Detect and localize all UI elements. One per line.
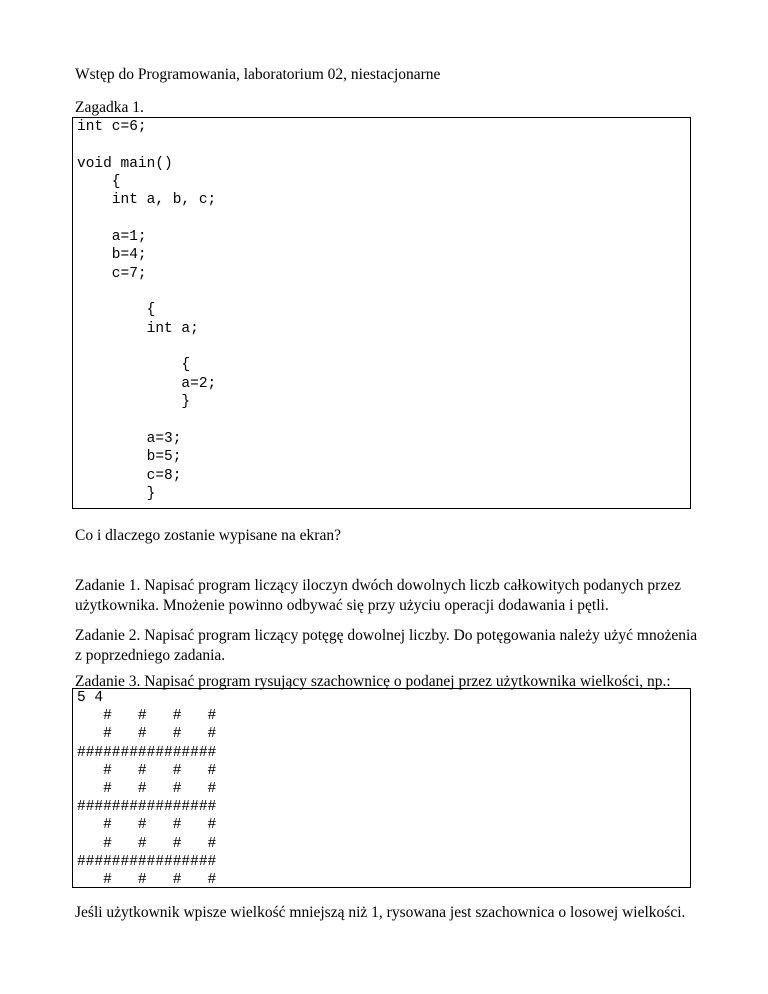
board-line: # # # # (77, 871, 217, 888)
board-line: # # # # (77, 708, 217, 725)
task3-line1: Zadanie 3. Napisać program rysujący szachownicę o podanej przez użytkownika wielkości, np.: (75, 673, 671, 690)
board-line: # # # # (77, 817, 217, 834)
code-line: a=2; (77, 375, 217, 392)
task1-line1: Zadanie 1. Napisać program liczący iloczyn dwóch dowolnych liczb całkowitych podanych przez (75, 577, 681, 594)
chessboard-example (72, 688, 691, 888)
board-line: ################ (77, 853, 217, 870)
puzzle-title: Zagadka 1. (75, 99, 144, 116)
board-line: # # # # (77, 835, 217, 852)
code-line (77, 412, 690, 430)
code-line: { (77, 357, 191, 374)
board-line: ################ (77, 799, 217, 816)
code-line: a=1; (77, 229, 147, 246)
board-line: # # # # (77, 762, 217, 779)
code-line: int a, b, c; (77, 192, 217, 209)
code-line: } (77, 485, 156, 502)
code-line: void main() (77, 155, 173, 172)
code-line (77, 210, 690, 228)
task2-line1: Zadanie 2. Napisać program liczący potęgę dowolnej liczby. Do potęgowania należy użyć mnożenia (75, 627, 698, 644)
code-line (77, 338, 690, 356)
code-line: int c=6; (77, 119, 147, 135)
code-line: } (77, 394, 191, 411)
code-line: int a; (77, 320, 199, 337)
board-line: 5 4 (77, 690, 104, 706)
board-line: ################ (77, 744, 217, 761)
board-line: # # # # (77, 726, 217, 743)
code-line (77, 503, 690, 509)
board-line: # # # # (77, 780, 217, 797)
code-line (77, 136, 690, 154)
code-line: { (77, 174, 121, 191)
code-line: a=3; (77, 430, 182, 447)
puzzle-question: Co i dlaczego zostanie wypisane na ekran? (75, 527, 341, 544)
code-line: b=5; (77, 449, 182, 466)
task2-line2: z poprzedniego zadania. (75, 647, 226, 664)
code-line: c=8; (77, 467, 182, 484)
code-line: { (77, 302, 156, 319)
code-listing (72, 117, 691, 509)
task3-note: Jeśli użytkownik wpisze wielkość mniejszą niż 1, rysowana jest szachownica o losowej wielkości. (75, 904, 686, 921)
document-header: Wstęp do Programowania, laboratorium 02, niestacjonarne (75, 66, 441, 83)
code-line: c=7; (77, 265, 147, 282)
code-line (77, 283, 690, 301)
task1-line2: użytkownika. Mnożenie powinno odbywać się przy użyciu operacji dodawania i pętli. (75, 597, 609, 614)
code-line: b=4; (77, 247, 147, 264)
